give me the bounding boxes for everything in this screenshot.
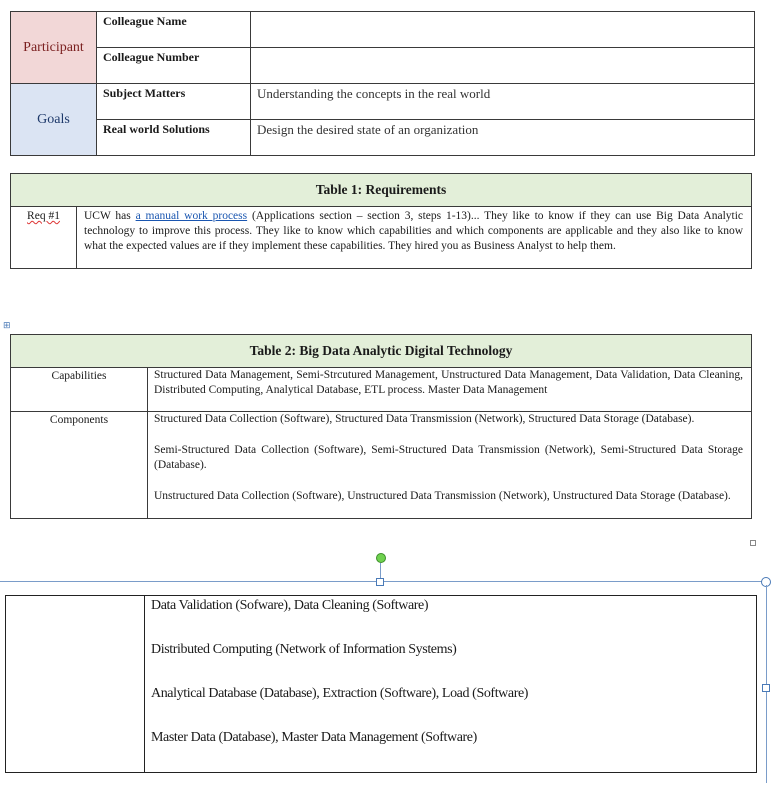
goals-category-cell: Goals xyxy=(11,84,97,156)
distributed-computing-item: Distributed Computing (Network of Information Systems) xyxy=(151,642,457,657)
empty-capability-cell xyxy=(6,596,145,773)
participant-info-table xyxy=(10,11,755,156)
requirement-description xyxy=(77,207,752,269)
capability-component-list xyxy=(145,596,757,773)
real-world-solutions-value[interactable]: Design the desired state of an organization xyxy=(251,120,755,156)
table-resize-handle[interactable] xyxy=(750,540,756,546)
rotate-handle-icon[interactable] xyxy=(376,553,386,563)
colleague-name-field[interactable] xyxy=(251,12,755,48)
validation-cleaning-item: Data Validation (Sofware), Data Cleaning (Software) xyxy=(151,598,429,613)
requirements-table-title: Table 1: Requirements xyxy=(11,174,752,207)
colleague-number-label: Colleague Number xyxy=(97,48,251,84)
analytical-database-item: Analytical Database (Database), Extraction (Software), Load (Software) xyxy=(151,686,529,701)
master-data-item: Master Data (Database), Master Data Management (Software) xyxy=(151,730,477,745)
capabilities-label: Capabilities xyxy=(11,368,148,412)
participant-category-cell: Participant xyxy=(11,12,97,84)
table-move-anchor-icon[interactable]: ⊞ xyxy=(3,321,11,331)
unstructured-components: Unstructured Data Collection (Software), Unstructured Data Transmission (Network), Unstructured Data Storage (Database). xyxy=(154,490,731,502)
big-data-table-title: Table 2: Big Data Analytic Digital Technology xyxy=(11,335,752,368)
resize-handle-top[interactable] xyxy=(376,578,384,586)
subject-matters-label: Subject Matters xyxy=(97,84,251,120)
colleague-name-label: Colleague Name xyxy=(97,12,251,48)
semi-structured-components: Semi-Structured Data Collection (Software), Semi-Structured Data Transmission (Network), Semi-Structured Data Storage (Database). xyxy=(154,444,743,471)
requirements-table xyxy=(10,173,752,269)
capabilities-text: Structured Data Management, Semi-Strcutured Management, Unstructured Data Management, Data Validation, Data Cleaning, Distributed Computing, Analytical Database, ETL process. Master Data Management xyxy=(148,368,752,412)
requirement-id xyxy=(11,207,77,269)
components-label: Components xyxy=(11,412,148,519)
structured-components: Structured Data Collection (Software), Structured Data Transmission (Network), Structured Data Storage (Database). xyxy=(154,413,695,425)
big-data-technology-table xyxy=(10,334,752,519)
components-text xyxy=(148,412,752,519)
colleague-number-field[interactable] xyxy=(251,48,755,84)
capability-components-table[interactable] xyxy=(5,595,757,773)
real-world-solutions-label: Real world Solutions xyxy=(97,120,251,156)
subject-matters-value[interactable]: Understanding the concepts in the real world xyxy=(251,84,755,120)
requirement-id-text: Req #1 xyxy=(27,210,60,222)
requirement-prefix: UCW has xyxy=(84,210,136,222)
requirement-suffix: (Applications section – section 3, steps 1-13)... They like to know if they can use Big Data Analytic technology to improve this process. They like to know which capabilities and which components are applicable and they also like to know what the expected values are if they implement these capabilities. They hired you as Business Analyst to help them. xyxy=(84,210,744,252)
manual-work-process-link[interactable]: a manual work process xyxy=(135,210,248,222)
resize-handle-right[interactable] xyxy=(762,684,770,692)
